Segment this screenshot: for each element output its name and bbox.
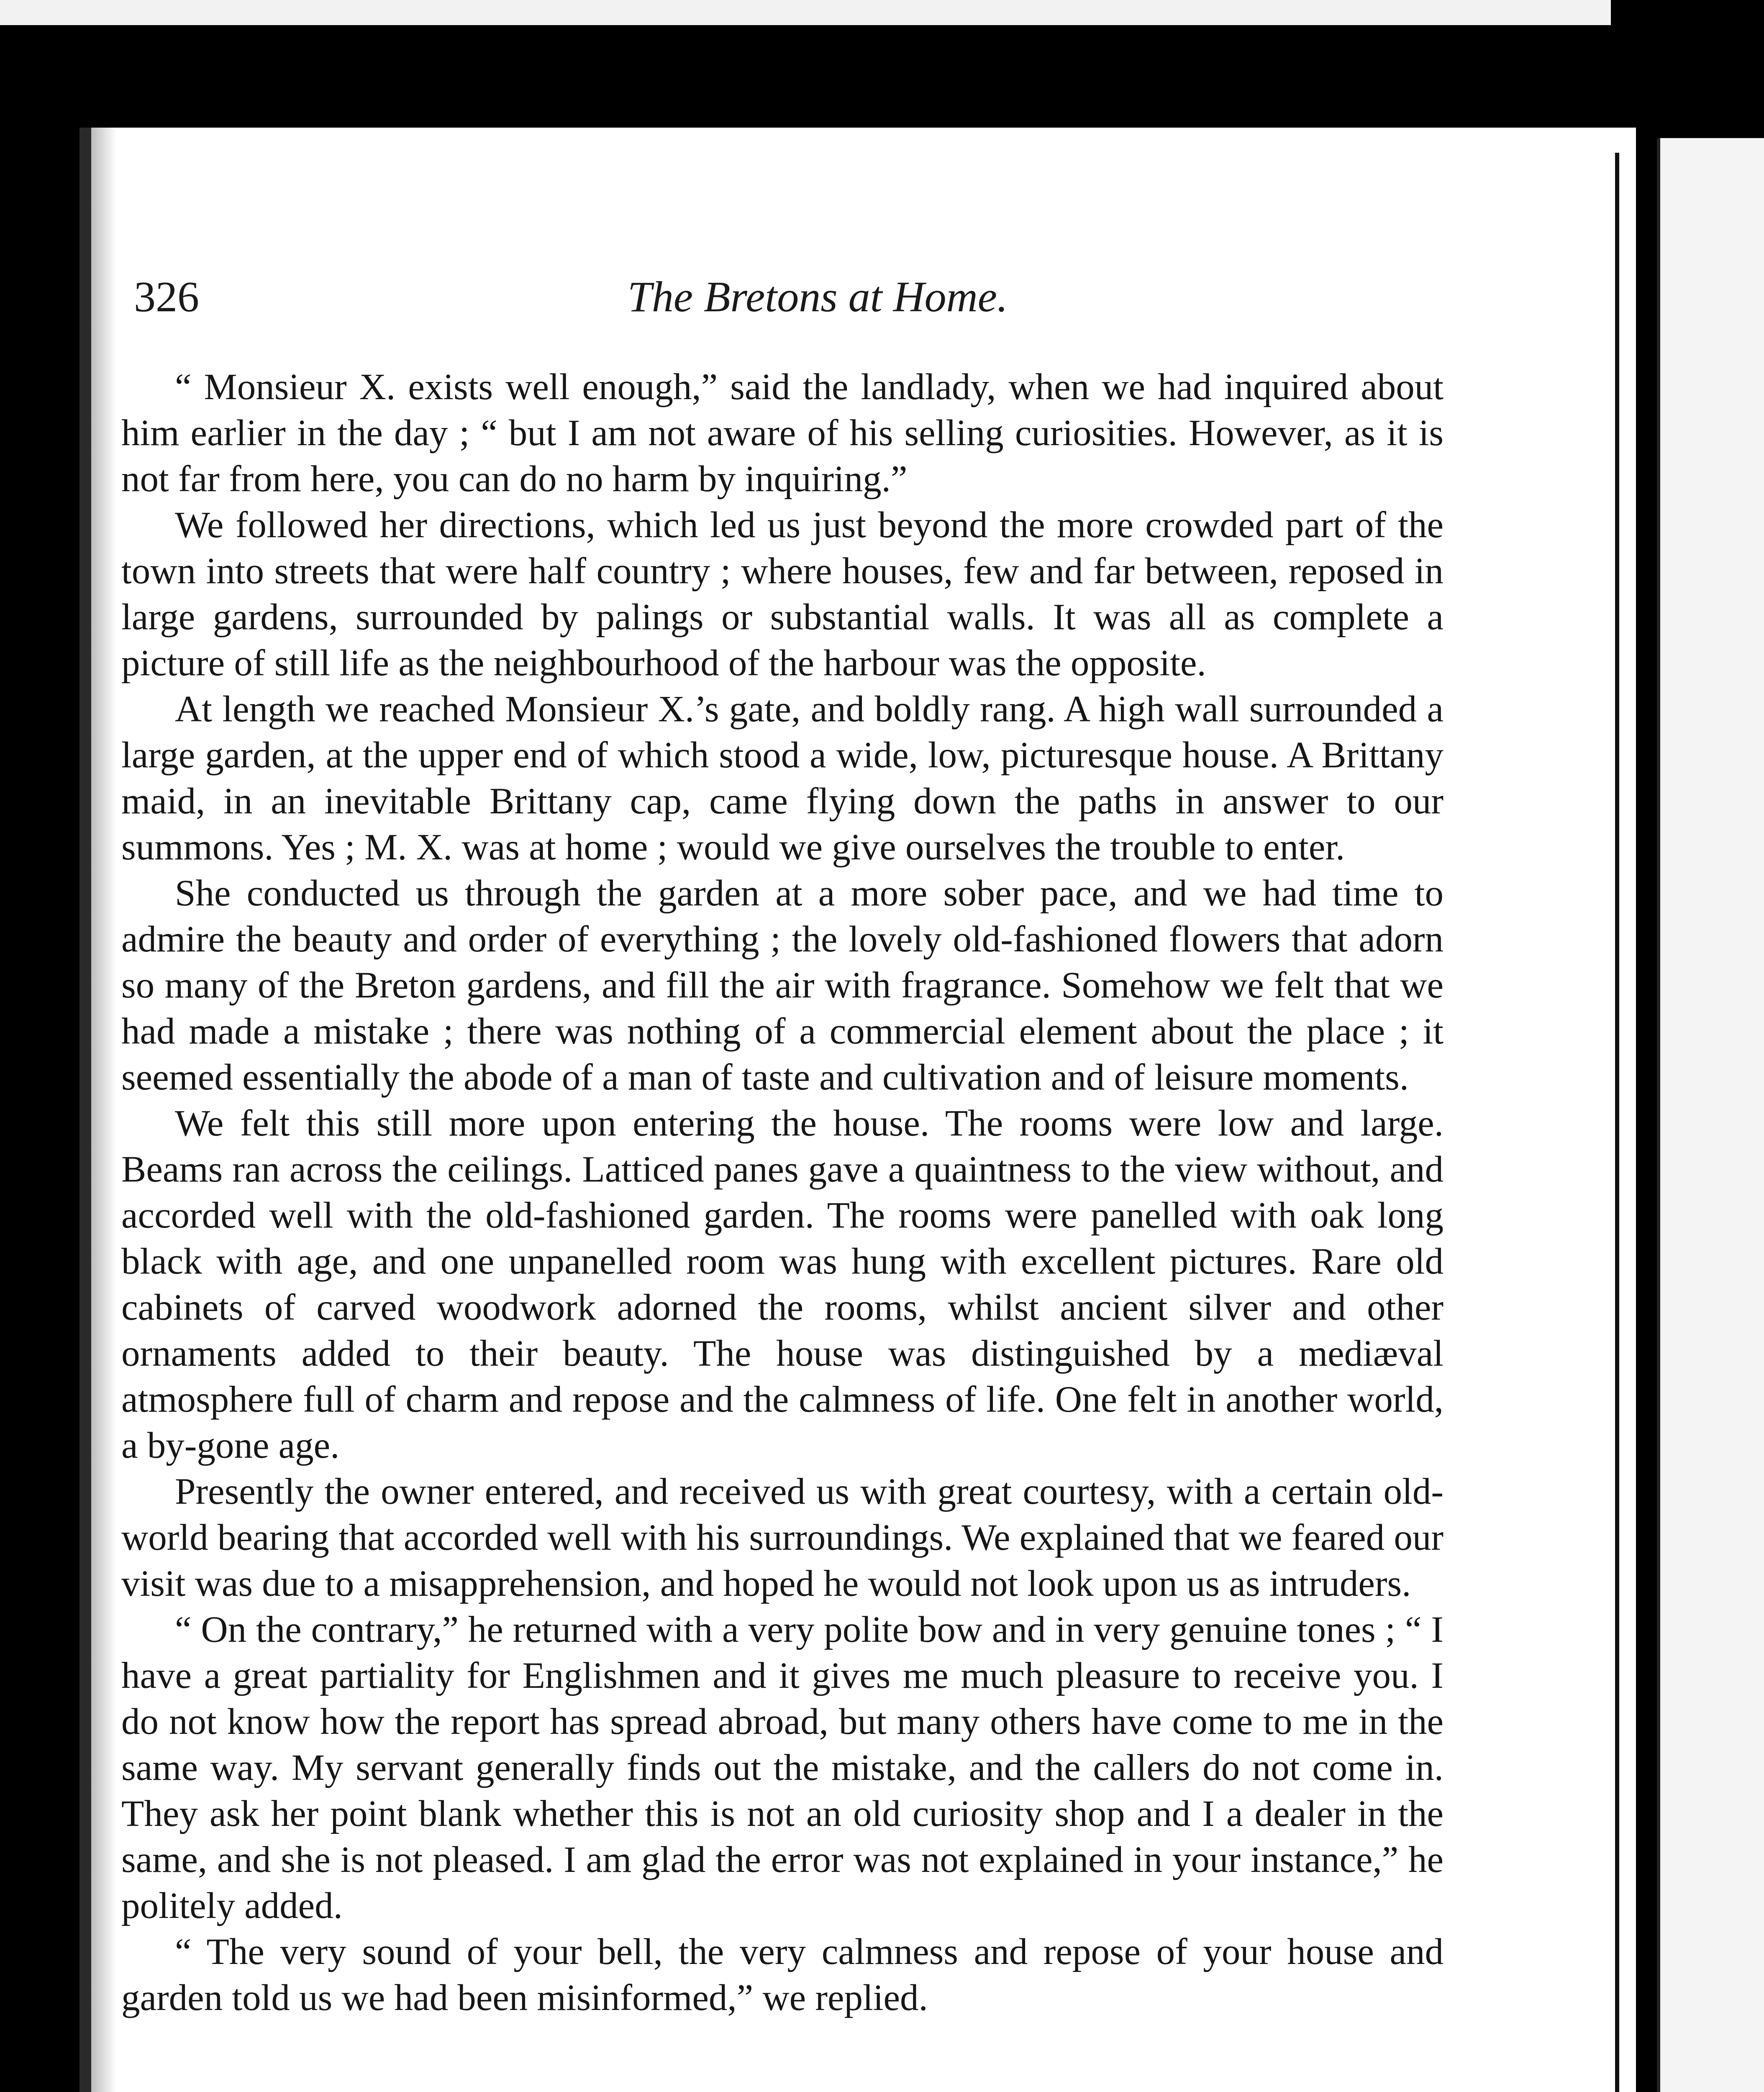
- paragraph: At length we reached Monsieur X.’s gate, and boldly rang. A high wall surrounded a large garden, at the upper end of which stood a wide, low, picturesque house. A Brittany maid, in an inevitable Brittany cap, came flying down the paths in answer to our summons. Yes ; M. X. was at home ; would we give ourselves the trouble to enter.: [121, 689, 1444, 868]
- paragraph: “ The very sound of your bell, the very calmness and repose of your house and garden told us we had been misinformed,” we replied.: [121, 1931, 1444, 2018]
- previous-page-edge: [0, 0, 1611, 25]
- page-number: 326: [134, 273, 199, 321]
- paragraph: She conducted us through the garden at a more sober pace, and we had time to admire the beauty and order of everything ; the lovely old-fashioned flowers that adorn so many of the Breton gardens, and fill the air with fragrance. Somehow we felt that we had made a mistake ; there was nothing of a commercial element about the place ; it seemed essentially the abode of a man of taste and cultivation and of leisure moments.: [121, 873, 1444, 1098]
- paragraph: We felt this still more upon entering the house. The rooms were low and large. Beams ran across the ceilings. Latticed panes gave a quaintness to the view without, and accorded well with the old-fashioned garden. The rooms were panelled with oak long black with age, and one unpanelled room was hung with excellent pictures. Rare old cabinets of carved woodwork adorned the rooms, whilst ancient silver and other ornaments added to their beauty. The house was distinguished by a mediæval atmosphere full of charm and repose and the calmness of life. One felt in another world, a by-gone age.: [121, 1103, 1444, 1466]
- body-text: [121, 364, 1444, 2021]
- paragraph: “ On the contrary,” he returned with a very polite bow and in very genuine tones ; “ I have a great partiality for Englishmen and it gives me much pleasure to receive you. I do not know how the report has spread abroad, but many others have come to me in the same way. My servant generally finds out the mistake, and the callers do not come in. They ask her point blank whether this is not an old curiosity shop and I a dealer in the same, and she is not pleased. I am glad the error was not explained in your instance,” he politely added.: [121, 1609, 1444, 1926]
- page-edge-rule: [1615, 153, 1619, 2092]
- page-header: [134, 268, 1431, 326]
- paragraph: “ Monsieur X. exists well enough,” said the landlady, when we had inquired about him earlier in the day ; “ but I am not aware of his selling curiosities. However, as it is not far from here, you can do no harm by inquiring.”: [121, 367, 1444, 500]
- next-page-edge: [1657, 138, 1764, 2092]
- paragraph: We followed her directions, which led us just beyond the more crowded part of the town into streets that were half country ; where houses, few and far between, reposed in large gardens, surrounded by palings or substantial walls. It was all as complete a picture of still life as the neighbourhood of the harbour was the opposite.: [121, 505, 1444, 684]
- running-title: The Bretons at Home.: [628, 273, 1008, 321]
- gutter-shadow: [91, 128, 116, 2092]
- paragraph: Presently the owner entered, and received us with great courtesy, with a certain old-world bearing that accorded well with his surroundings. We explained that we feared our visit was due to a misapprehension, and hoped he would not look upon us as intruders.: [121, 1471, 1444, 1604]
